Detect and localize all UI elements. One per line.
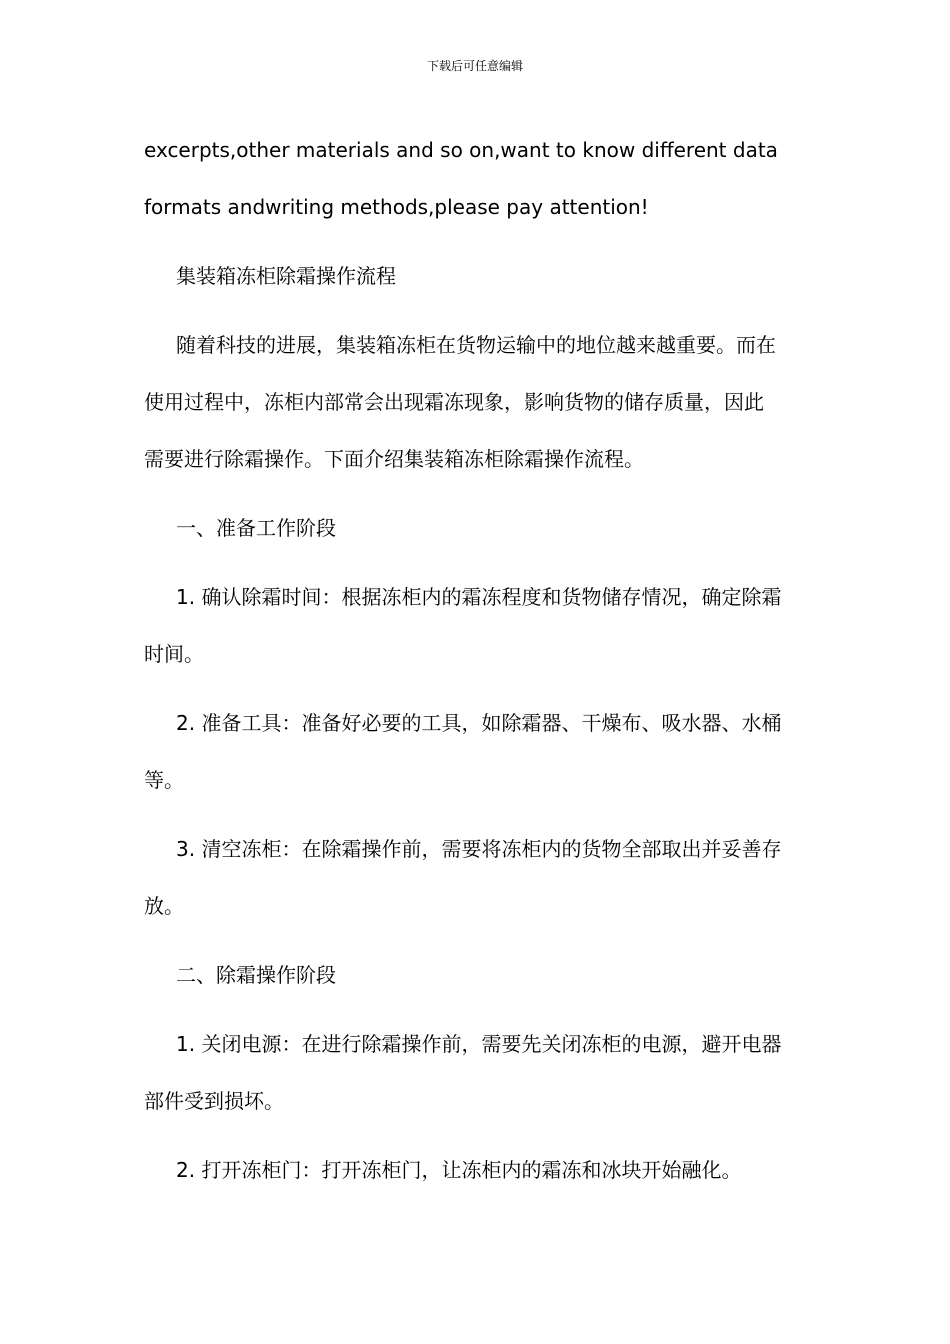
list-item-prepare-tools (144, 695, 806, 809)
section-heading-preparation (144, 500, 806, 557)
text-line: 1. 关闭电源：在进行除霜操作前，需要先关闭冻柜的电源，避开电器 (176, 1032, 782, 1056)
text-line: 集装箱冻柜除霜操作流程 (176, 264, 396, 288)
text-line: 1. 确认除霜时间：根据冻柜内的霜冻程度和货物储存情况，确定除霜 (176, 585, 782, 609)
document-title (144, 248, 806, 305)
list-item-power-off (144, 1016, 806, 1130)
list-item-confirm-time (144, 569, 806, 683)
text-line: 需要进行除霜操作。下面介绍集装箱冻柜除霜操作流程。 (144, 447, 644, 471)
text-line: 2. 打开冻柜门：打开冻柜门，让冻柜内的霜冻和冰块开始融化。 (176, 1158, 742, 1182)
text-line: 3. 清空冻柜：在除霜操作前，需要将冻柜内的货物全部取出并妥善存 (176, 837, 782, 861)
page-header: 下载后可任意编辑 (426, 59, 523, 73)
text-line: 部件受到损坏。 (144, 1089, 284, 1113)
text-line: excerpts,other materials and so on,want to know different data (144, 138, 778, 162)
text-line: 随着科技的进展，集装箱冻柜在货物运输中的地位越来越重要。而在 (176, 333, 776, 357)
text-line: 时间。 (144, 642, 204, 666)
paragraph-overview (144, 317, 806, 488)
text-line: formats andwriting methods,please pay attention! (144, 195, 649, 219)
section-heading-defrost (144, 947, 806, 1004)
text-line: 二、除霜操作阶段 (176, 963, 336, 987)
list-item-open-door (144, 1142, 806, 1199)
list-item-empty-container (144, 821, 806, 935)
text-line: 使用过程中，冻柜内部常会出现霜冻现象，影响货物的储存质量，因此 (144, 390, 764, 414)
text-line: 等。 (144, 768, 184, 792)
text-line: 2. 准备工具：准备好必要的工具，如除霜器、干燥布、吸水器、水桶 (176, 711, 782, 735)
paragraph-intro (144, 122, 806, 236)
document-body (144, 122, 806, 1211)
text-line: 放。 (144, 894, 184, 918)
text-line: 一、准备工作阶段 (176, 516, 336, 540)
